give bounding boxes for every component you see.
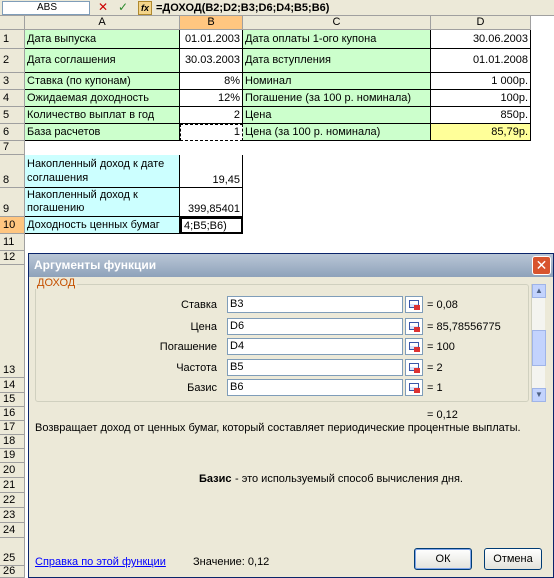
row-header[interactable]: 4 [0,90,25,107]
arg-input-tsena[interactable]: D6 [227,318,403,335]
cell-d3[interactable]: 1 000р. [431,73,531,90]
row-header[interactable]: 14 [0,378,25,393]
row-header[interactable]: 24 [0,523,25,538]
cell-c1[interactable]: Дата оплаты 1-ого купона [243,30,431,49]
row-header[interactable]: 8 [0,155,25,188]
arg-help-text: - это используемый способ вычисления дня. [235,473,463,485]
cell-b1[interactable]: 01.01.2003 [180,30,243,49]
row-header[interactable]: 20 [0,463,25,478]
row-header[interactable]: 26 [0,566,25,578]
arg-input-bazis[interactable]: B6 [227,379,403,396]
formula-result: = 0,12 [427,409,458,421]
cell-a9[interactable]: Накопленный доход к погашению [25,188,180,217]
row-header[interactable]: 18 [0,435,25,449]
select-all-corner[interactable] [0,16,25,30]
cell-b6[interactable]: 1 [180,124,243,141]
cell-b8[interactable]: 19,45 [180,155,243,188]
row-header[interactable]: 7 [0,141,25,155]
column-header-d[interactable]: D [431,16,531,30]
arg-result-tsena: = 85,78556775 [427,321,501,333]
arg-result-pogashenie: = 100 [427,341,455,353]
row-header[interactable]: 15 [0,393,25,407]
scroll-down-icon[interactable]: ▼ [532,388,546,402]
arg-label-chastota: Частота [176,362,217,374]
row-header[interactable]: 11 [0,234,25,251]
cell-a3[interactable]: Ставка (по купонам) [25,73,180,90]
cell-b5[interactable]: 2 [180,107,243,124]
cell-b2[interactable]: 30.03.2003 [180,49,243,73]
function-name: ДОХОД [37,277,76,289]
collapse-dialog-icon[interactable] [405,359,423,376]
cell-b3[interactable]: 8% [180,73,243,90]
cancel-formula-icon[interactable]: ✕ [97,0,109,14]
cell-a2[interactable]: Дата соглашения [25,49,180,73]
row-header[interactable]: 16 [0,407,25,421]
column-header-a[interactable]: A [25,16,180,30]
collapse-dialog-icon[interactable] [405,296,423,313]
cell-d5[interactable]: 850р. [431,107,531,124]
arg-label-tsena: Цена [190,321,217,333]
arg-input-pogashenie[interactable]: D4 [227,338,403,355]
row-header[interactable]: 12 [0,251,25,265]
formula-input[interactable]: =ДОХОД(B2;D2;B3;D6;D4;B5;B6) [156,2,330,14]
ok-button[interactable]: ОК [414,548,472,570]
cell-d4[interactable]: 100р. [431,90,531,107]
cell-c2[interactable]: Дата вступления [243,49,431,73]
row-header[interactable]: 1 [0,30,25,49]
dialog-title: Аргументы функции [29,254,553,277]
arg-help-name: Базис [199,473,232,485]
arguments-scrollbar[interactable] [531,284,545,402]
row-header[interactable]: 2 [0,49,25,73]
function-description: Возвращает доход от ценных бумаг, который составляет периодические процентные выплаты. [35,422,521,434]
column-header-b[interactable]: B [180,16,243,30]
enter-formula-icon[interactable]: ✓ [117,0,129,14]
cell-a4[interactable]: Ожидаемая доходность [25,90,180,107]
collapse-dialog-icon[interactable] [405,318,423,335]
formula-bar [0,0,554,16]
cell-b9[interactable]: 399,85401 [180,188,243,217]
cell-d6[interactable]: 85,79р. [431,124,531,141]
row-header[interactable]: 9 [0,188,25,217]
arg-input-chastota[interactable]: B5 [227,359,403,376]
value-text: Значение: 0,12 [193,556,270,568]
collapse-dialog-icon[interactable] [405,338,423,355]
cell-c4[interactable]: Погашение (за 100 р. номинала) [243,90,431,107]
cell-d1[interactable]: 30.06.2003 [431,30,531,49]
arg-result-chastota: = 2 [427,362,443,374]
arg-result-stavka: = 0,08 [427,299,458,311]
insert-function-icon[interactable]: fx [138,1,152,15]
arg-label-pogashenie: Погашение [159,341,217,353]
collapse-dialog-icon[interactable] [405,379,423,396]
scroll-thumb[interactable] [532,330,546,366]
cell-d2[interactable]: 01.01.2008 [431,49,531,73]
row-header[interactable]: 21 [0,478,25,493]
row-header[interactable]: 17 [0,421,25,435]
cell-a1[interactable]: Дата выпуска [25,30,180,49]
cell-c6[interactable]: Цена (за 100 р. номинала) [243,124,431,141]
row-header[interactable]: 13 [0,265,25,378]
close-icon[interactable]: ✕ [532,256,551,275]
row-header[interactable]: 19 [0,449,25,463]
help-link[interactable]: Справка по этой функции [35,556,166,568]
cell-c3[interactable]: Номинал [243,73,431,90]
cell-b10-active[interactable]: 4;B5;B6) [180,217,243,234]
row-header[interactable]: 23 [0,508,25,523]
cell-b4[interactable]: 12% [180,90,243,107]
cell-a8[interactable]: Накопленный доход к дате соглашения [25,155,180,188]
cell-a10[interactable]: Доходность ценных бумаг [25,217,180,234]
arg-label-stavka: Ставка [181,299,217,311]
cell-c5[interactable]: Цена [243,107,431,124]
cell-a5[interactable]: Количество выплат в год [25,107,180,124]
arg-result-bazis: = 1 [427,382,443,394]
row-header[interactable]: 5 [0,107,25,124]
name-box[interactable]: ABS [2,1,90,15]
cell-a6[interactable]: База расчетов [25,124,180,141]
row-header[interactable]: 25 [0,538,25,566]
column-header-c[interactable]: C [243,16,431,30]
scroll-up-icon[interactable]: ▲ [532,284,546,298]
arg-label-bazis: Базис [187,382,217,394]
row-header[interactable]: 3 [0,73,25,90]
arg-input-stavka[interactable]: B3 [227,296,403,313]
row-header[interactable]: 10 [0,217,25,234]
cancel-button[interactable]: Отмена [484,548,542,570]
row-header[interactable]: 6 [0,124,25,141]
function-arguments-dialog [28,253,554,578]
row-header[interactable]: 22 [0,493,25,508]
